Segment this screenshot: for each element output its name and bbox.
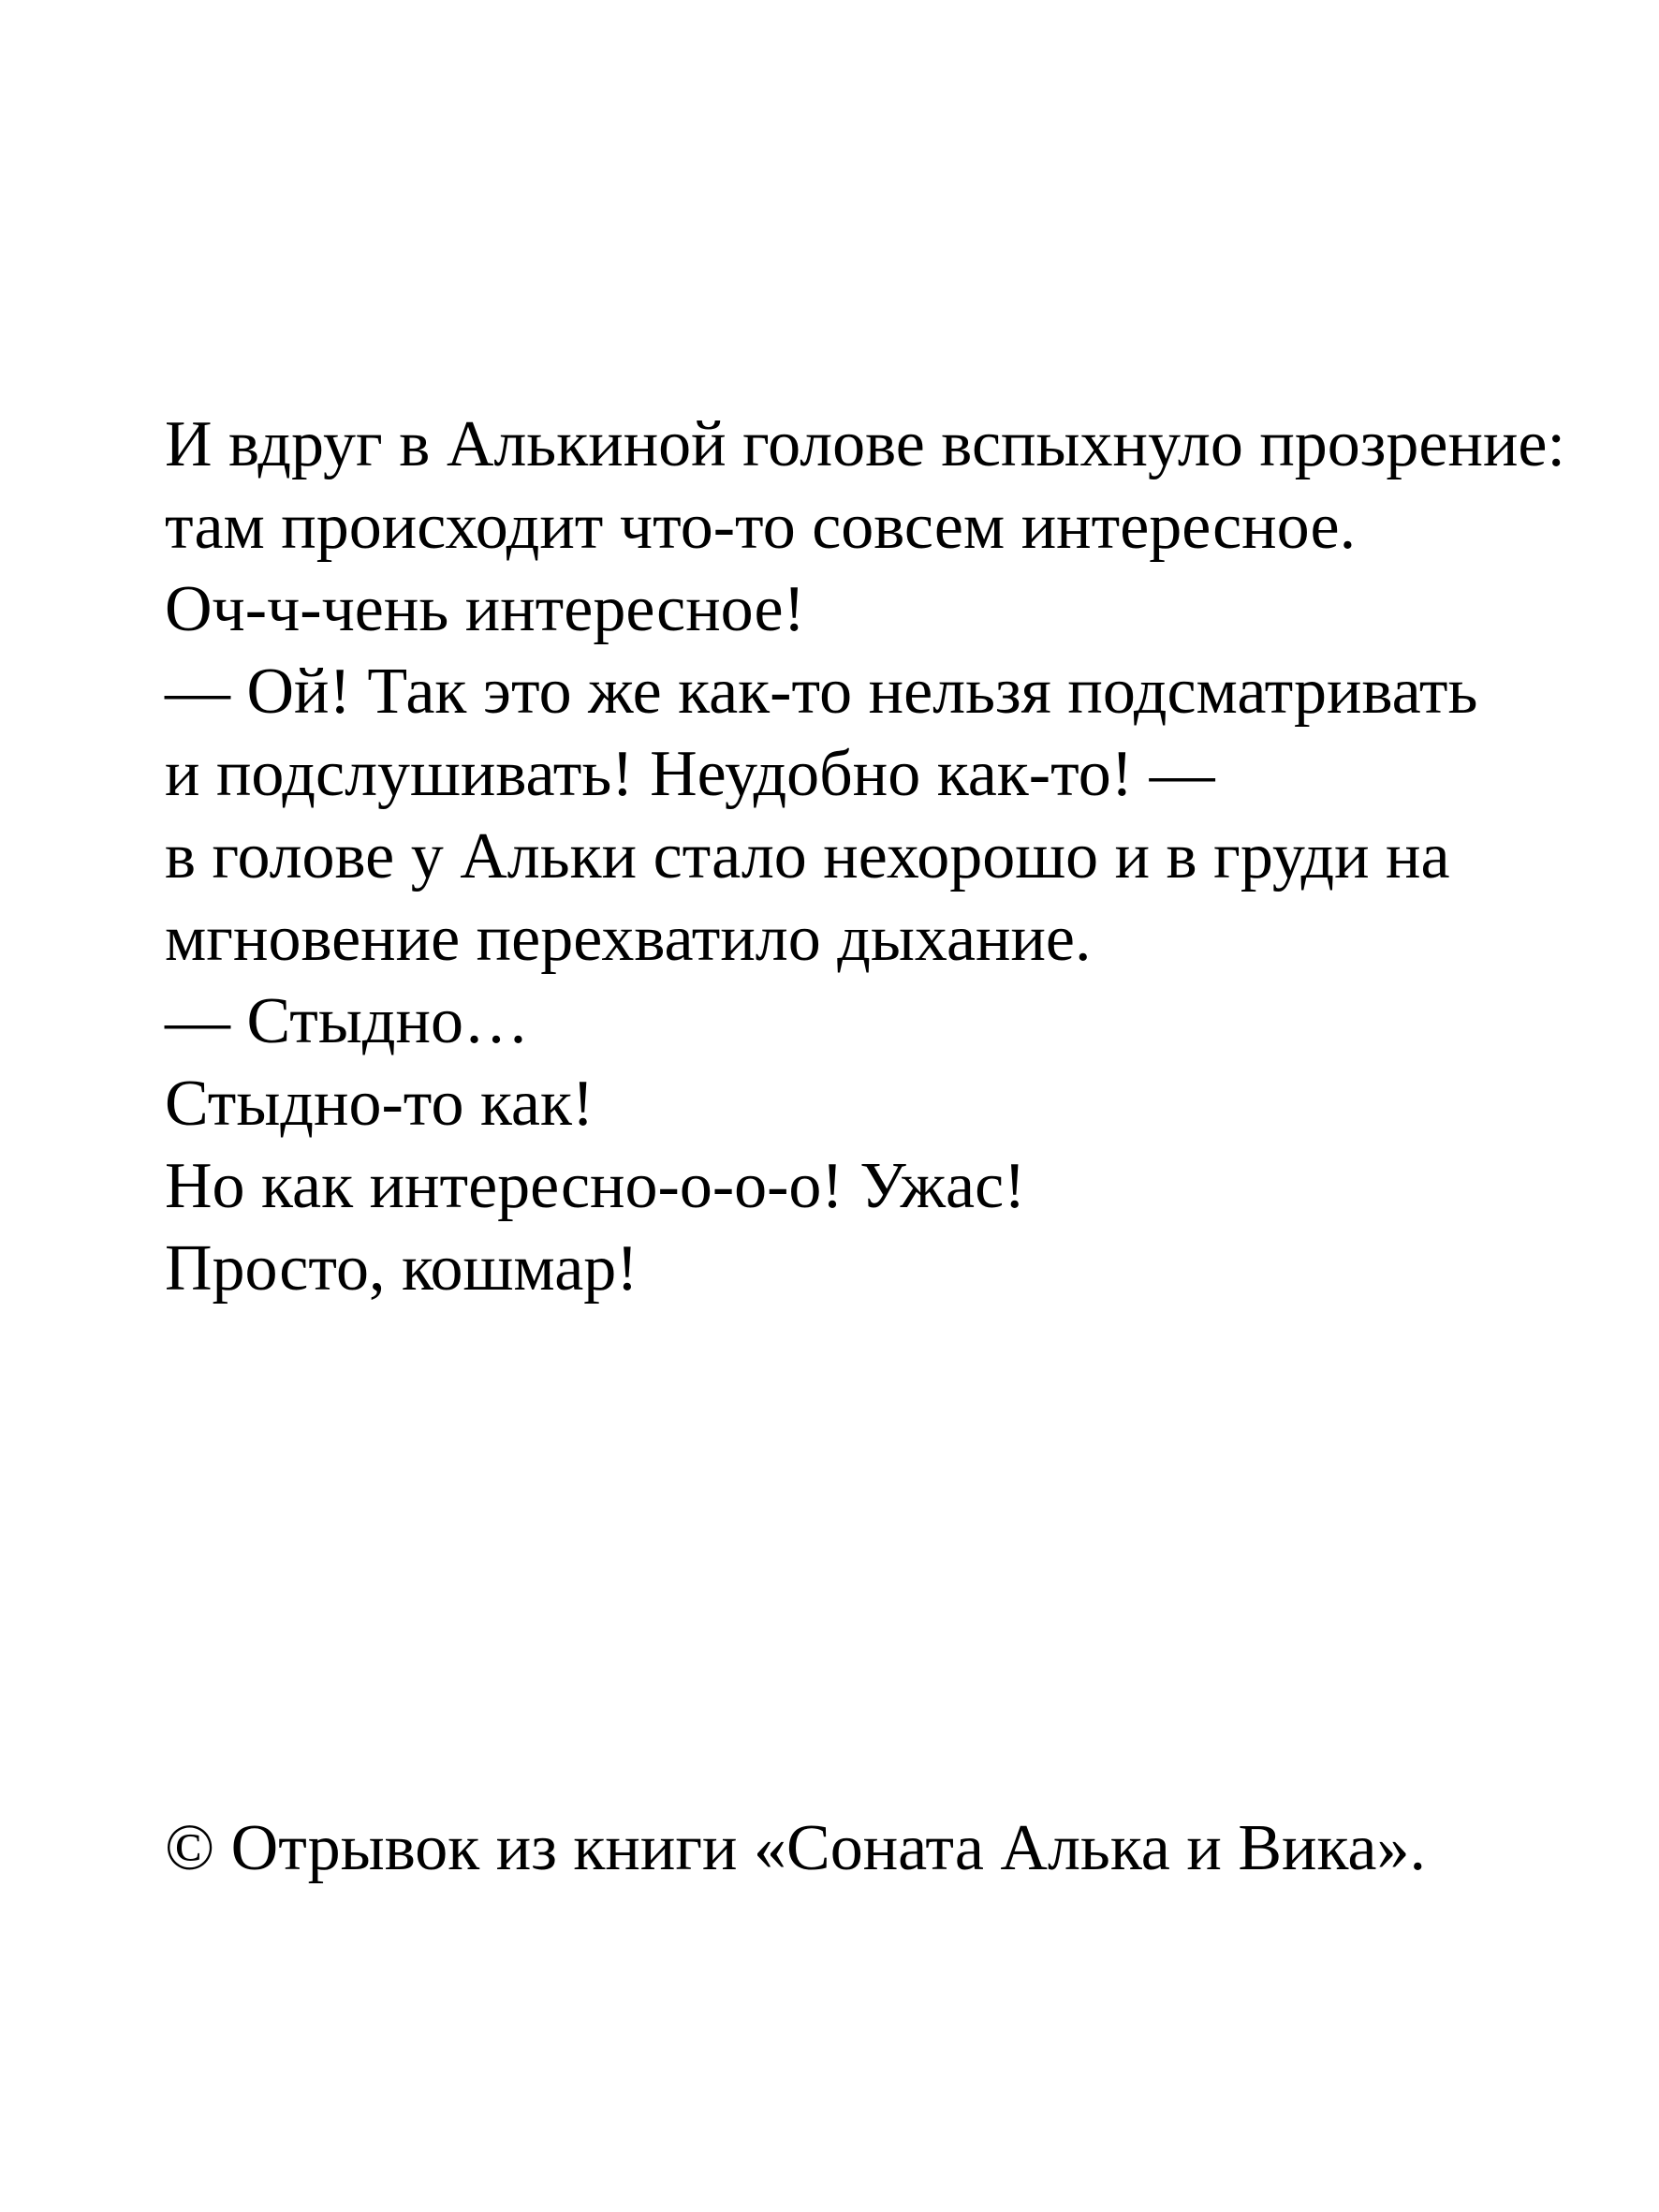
excerpt-line: в голове у Альки стало нехорошо и в груди на: [165, 820, 1450, 892]
excerpt-line: Но как интересно-о-о-о! Ужас!: [165, 1150, 1026, 1222]
excerpt-line: И вдруг в Алькиной голове вспыхнуло прозрение:: [165, 408, 1565, 480]
excerpt-line: там происходит что-то совсем интересное.: [165, 491, 1357, 563]
excerpt-line: мгновение перехватило дыхание.: [165, 903, 1092, 975]
excerpt-line: Оч-ч-чень интересное!: [165, 573, 805, 645]
excerpt-line: — Стыдно…: [165, 985, 529, 1057]
excerpt-line: и подслушивать! Неудобно как-то! —: [165, 738, 1215, 810]
excerpt-line: Просто, кошмар!: [165, 1232, 639, 1305]
excerpt-line: Стыдно-то как!: [165, 1068, 595, 1140]
copyright-credit: © Отрывок из книги «Соната Алька и Вика».: [165, 1812, 1426, 1884]
excerpt-line: — Ой! Так это же как-то нельзя подсматривать: [165, 656, 1478, 728]
